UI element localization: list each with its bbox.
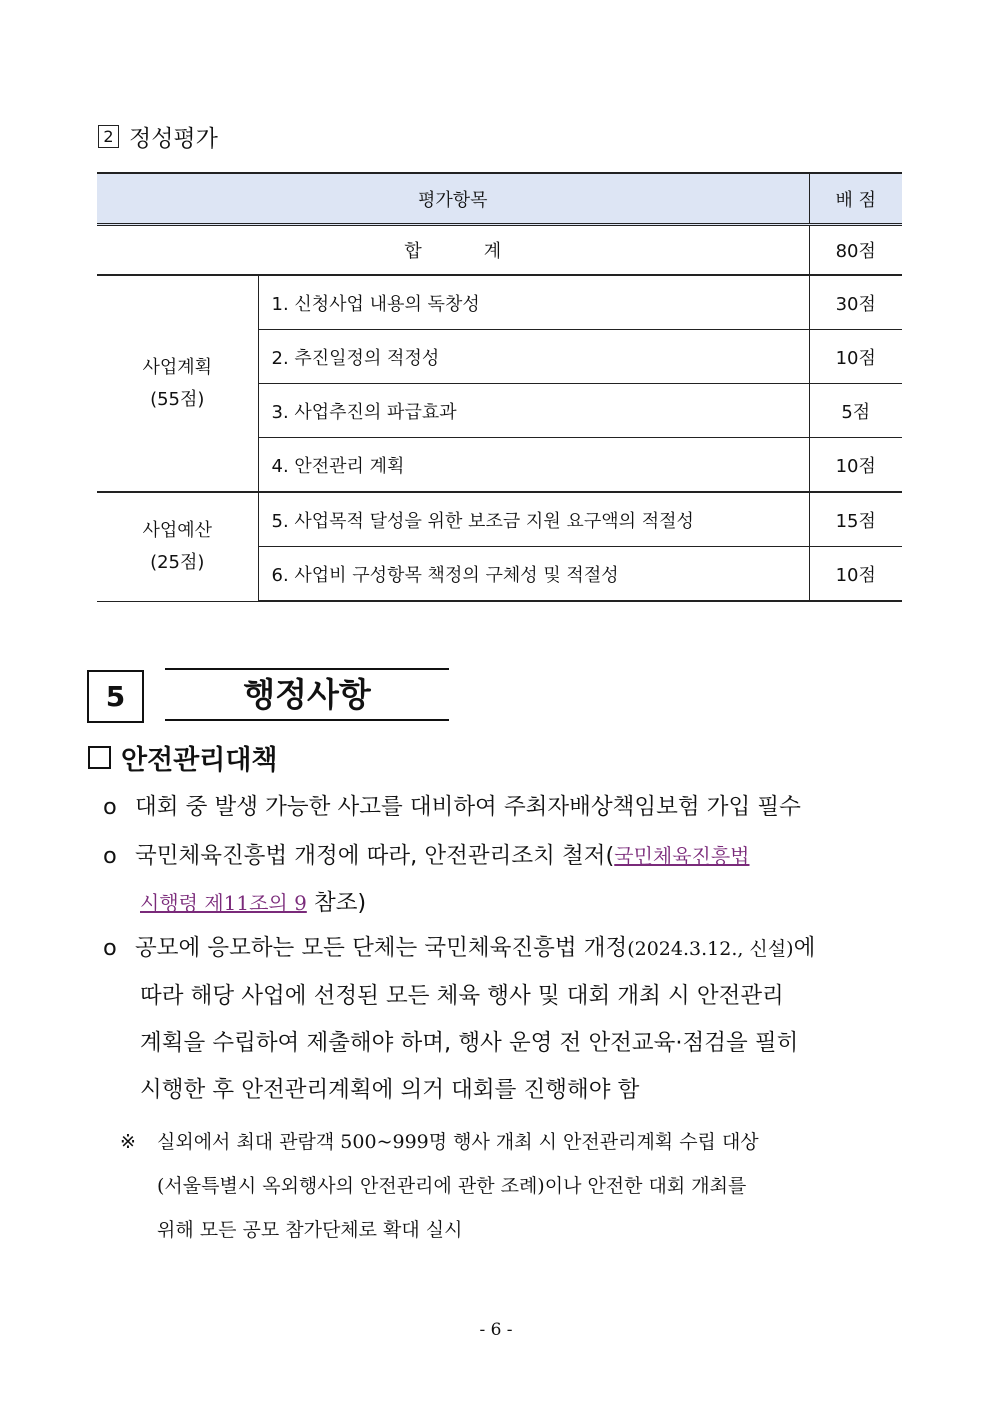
group-points: (55점): [150, 388, 205, 410]
score-cell: 10점: [809, 438, 902, 493]
bullet-text: 국민체육진흥법 개정에 따라, 안전관리조치 철저(: [135, 843, 615, 869]
note-marker: ※: [120, 1131, 136, 1153]
section-title: 정성평가: [129, 126, 218, 152]
group-cell: [97, 492, 258, 601]
bullet-2: [103, 833, 750, 927]
bullet-line: 계획을 수립하여 제출해야 하며, 행사 운영 전 안전교육·점검을 필히: [140, 1030, 799, 1056]
note-line: 위해 모든 공모 참가단체로 확대 실시: [157, 1219, 463, 1241]
bullet-line: 따라 해당 사업에 선정된 모든 체육 행사 및 대회 개최 시 안전관리: [140, 983, 784, 1009]
item-cell: 2. 추진일정의 적정성: [258, 330, 809, 384]
section-2-heading: [98, 120, 218, 153]
item-cell: 3. 사업추진의 파급효과: [258, 384, 809, 438]
amendment-date: (2024.3.12., 신설): [627, 938, 794, 960]
section-5-title: 행정사항: [165, 668, 449, 721]
item-cell: 5. 사업목적 달성을 위한 보조금 지원 요구액의 적절성: [258, 492, 809, 547]
item-cell: 1. 신청사업 내용의 독창성: [258, 275, 809, 330]
square-bullet-icon: [88, 746, 111, 769]
total-row: [97, 225, 902, 276]
group-cell: [97, 275, 258, 492]
total-label: 합 계: [97, 225, 809, 276]
score-cell: 15점: [809, 492, 902, 547]
bullet-1: [103, 784, 801, 831]
table-row: [97, 275, 902, 330]
page-number: - 6 -: [479, 1320, 513, 1340]
item-cell: 6. 사업비 구성항목 책정의 구체성 및 적절성: [258, 547, 809, 602]
bullet-text: 대회 중 발생 가능한 사고를 대비하여 주최자배상책임보험 가입 필수: [135, 794, 801, 820]
table-header-row: [97, 173, 902, 225]
note: [120, 1120, 759, 1252]
subsection-heading: [88, 738, 278, 777]
bullet-line: 시행한 후 안전관리계획에 의거 대회를 진행해야 함: [140, 1077, 640, 1103]
bullet-text: 공모에 응모하는 모든 단체는 국민체육진흥법 개정: [135, 935, 628, 961]
group-points: (25점): [150, 551, 205, 573]
score-cell: 30점: [809, 275, 902, 330]
bullet-marker: o: [103, 794, 117, 820]
score-cell: 5점: [809, 384, 902, 438]
bullet-text: 에: [793, 935, 816, 961]
section-number-box: 2: [98, 125, 119, 148]
group-name: 사업계획: [142, 356, 213, 378]
section-5-number: 5: [87, 670, 144, 723]
evaluation-table: [97, 172, 902, 602]
subsection-title: 안전관리대책: [121, 745, 278, 776]
score-cell: 10점: [809, 330, 902, 384]
law-reference-link-cont[interactable]: 시행령 제11조의 9: [140, 891, 307, 915]
header-item: 평가항목: [97, 173, 809, 225]
bullet-marker: o: [103, 843, 117, 869]
bullet-text-tail: 참조): [306, 890, 367, 916]
group-name: 사업예산: [142, 519, 213, 541]
header-score: 배 점: [809, 173, 902, 225]
table-row: [97, 492, 902, 547]
bullet-3: [103, 925, 815, 1114]
item-cell: 4. 안전관리 계획: [258, 438, 809, 493]
note-line: (서울특별시 옥외행사의 안전관리에 관한 조례)이나 안전한 대회 개최를: [157, 1175, 747, 1197]
score-cell: 10점: [809, 547, 902, 602]
law-reference-link[interactable]: 국민체육진흥법: [614, 844, 750, 868]
bullet-marker: o: [103, 935, 117, 961]
total-score: 80점: [809, 225, 902, 276]
note-text: 실외에서 최대 관람객 500~999명 행사 개최 시 안전관리계획 수립 대상: [157, 1131, 759, 1153]
